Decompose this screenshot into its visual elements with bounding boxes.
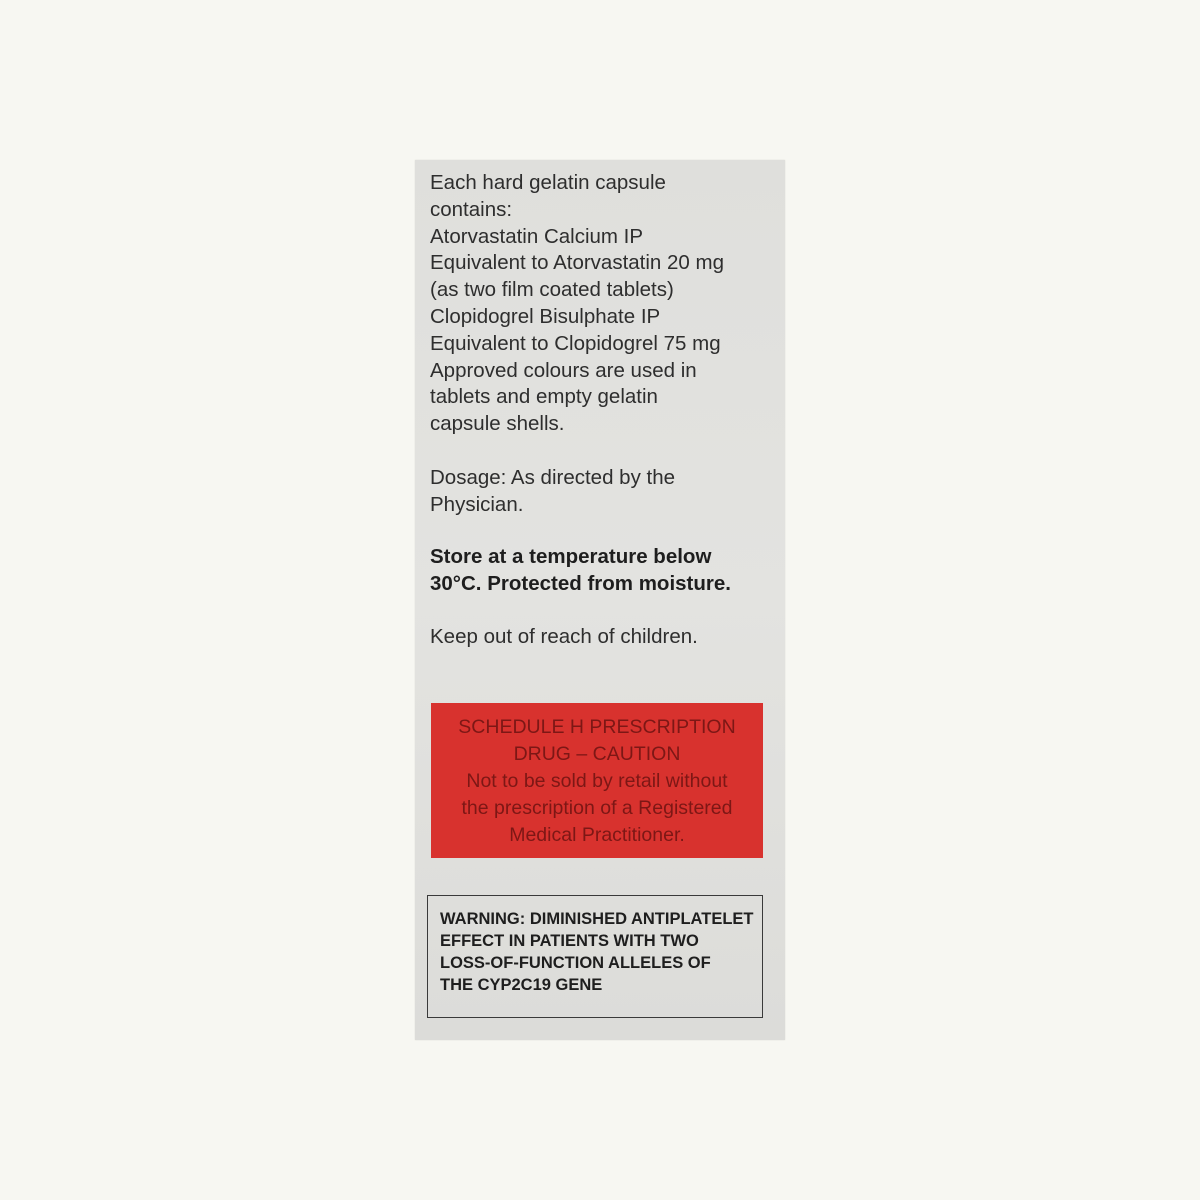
schedule-line: Medical Practitioner. <box>509 824 685 846</box>
composition-line: tablets and empty gelatin <box>430 385 658 409</box>
composition-line: Equivalent to Clopidogrel 75 mg <box>430 331 721 355</box>
storage-line: 30°C. Protected from moisture. <box>430 571 731 595</box>
schedule-line: the prescription of a Registered <box>461 797 733 819</box>
warning-line: WARNING: DIMINISHED ANTIPLATELET <box>440 910 754 928</box>
composition-line: Atorvastatin Calcium IP <box>430 224 644 248</box>
children-warning: Keep out of reach of children. <box>430 625 698 648</box>
dosage-line: Physician. <box>430 492 524 516</box>
dosage-text <box>430 465 775 519</box>
warning-line: LOSS-OF-FUNCTION ALLELES OF <box>440 954 711 972</box>
composition-line: Each hard gelatin capsule <box>430 171 666 194</box>
schedule-line: Not to be sold by retail without <box>466 770 728 792</box>
composition-line: contains: <box>430 197 513 221</box>
dosage-line: Dosage: As directed by the <box>430 466 676 489</box>
composition-text <box>430 170 775 438</box>
warning-line: EFFECT IN PATIENTS WITH TWO <box>440 932 699 950</box>
storage-line: Store at a temperature below <box>430 545 712 568</box>
composition-line: (as two film coated tablets) <box>430 278 674 302</box>
storage-instructions <box>430 544 780 598</box>
schedule-line: SCHEDULE H PRESCRIPTION <box>458 716 736 738</box>
schedule-h-caution-box <box>431 703 763 858</box>
composition-line: capsule shells. <box>430 412 565 436</box>
composition-line: Clopidogrel Bisulphate IP <box>430 304 661 328</box>
warning-line: THE CYP2C19 GENE <box>440 976 603 994</box>
cyp2c19-warning-box <box>427 895 763 1018</box>
schedule-line: DRUG – CAUTION <box>513 743 681 765</box>
medicine-carton-panel <box>415 160 785 1040</box>
composition-line: Equivalent to Atorvastatin 20 mg <box>430 251 725 275</box>
composition-line: Approved colours are used in <box>430 358 697 382</box>
